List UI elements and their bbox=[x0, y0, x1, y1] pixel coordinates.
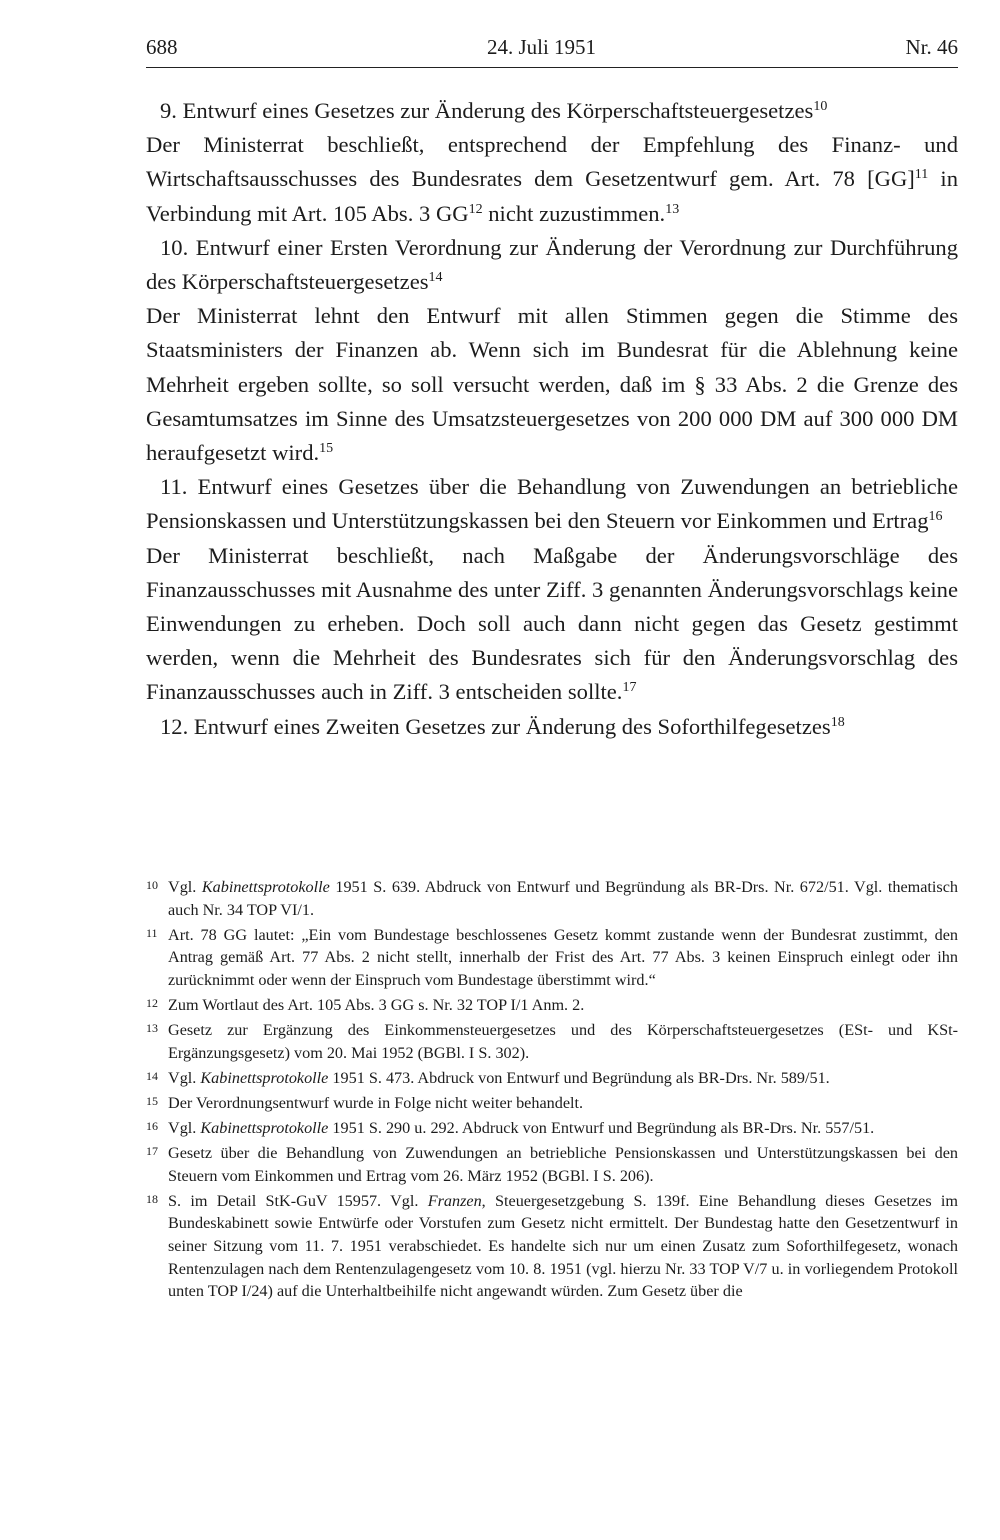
footnote-ref: 11 bbox=[914, 167, 929, 183]
footnote: 14 Vgl. Kabinettsprotokolle 1951 S. 473. Abdruck von Entwurf und Begründung als BR-Drs. Nr. 589/51. bbox=[146, 1067, 958, 1090]
footnote-number: 13 bbox=[146, 1021, 158, 1036]
footnote-ref: 13 bbox=[665, 201, 680, 217]
footnote-ref: 10 bbox=[813, 99, 828, 114]
footnote-number: 18 bbox=[146, 1191, 158, 1206]
footnote-number: 14 bbox=[146, 1068, 158, 1083]
footnote-ref: 16 bbox=[928, 509, 943, 525]
header-date: 24. Juli 1951 bbox=[486, 35, 597, 59]
running-header bbox=[146, 33, 958, 68]
footnote: 11 Art. 78 GG lautet: „Ein vom Bundestage beschlossenes Gesetz kommt zustande wenn der Bundesrat zustimmt, den Antrag gemäß Art. 77 Abs. 2 nicht stellt, innerhalb der Frist des Art. 77 Abs. 3 keinen Einspruch einlegt oder ihn zurücknimmt oder wenn der Einspruch vom Bundestage überstimmt wird.“ bbox=[146, 924, 958, 992]
footnote-number: 17 bbox=[146, 1143, 158, 1158]
page-number: 688 bbox=[146, 35, 178, 59]
footnote-number: 12 bbox=[146, 996, 158, 1011]
footnote: 17 Gesetz über die Behandlung von Zuwendungen an betriebliche Pensionskassen und Unterstützungskassen bei den Steuern vom Einkommen und Ertrag vom 26. März 1952 (BGBl. I S. 206). bbox=[146, 1142, 958, 1187]
footnote-ref: 15 bbox=[319, 441, 334, 457]
footnote-number: 10 bbox=[146, 878, 158, 892]
footnote-ref: 14 bbox=[428, 270, 443, 286]
footnote: 10 Vgl. Kabinettsprotokolle 1951 S. 639. Abdruck von Entwurf und Begründung als BR-Drs. Nr. 672/51. Vgl. thematisch auch Nr. 34 TOP VI/1. bbox=[146, 876, 958, 921]
footnote-number: 11 bbox=[146, 925, 158, 940]
footnote: 12 Zum Wortlaut des Art. 105 Abs. 3 GG s. Nr. 32 TOP I/1 Anm. 2. bbox=[146, 994, 958, 1017]
main-text bbox=[146, 94, 958, 744]
footnote-ref: 17 bbox=[622, 680, 637, 696]
agenda-item-9-heading: 9. Entwurf eines Gesetzes zur Änderung des Körperschaftsteuergesetzes$^{10}$ bbox=[160, 98, 828, 123]
agenda-item-10-heading: 10. Entwurf einer Ersten Verordnung zur Änderung der Verordnung zur Durchführung des Körperschaftsteuergesetzes$^{14}$ bbox=[146, 234, 958, 295]
footnote: 18 S. im Detail StK-GuV 15957. Vgl. Franzen, Steuergesetzgebung S. 139f. Eine Behandlung dieses Gesetzes im Bundeskabinett sowie Entwürfe oder Vorstufen zum Gesetz nicht ermittelt. Der Bundestag hatte den Gesetzentwurf in seiner Sitzung vom 11. 7. 1951 verabschiedet. Es handelte sich nur um einen Zusatz zum Soforthilfegesetz, wonach Rentenzulagen nach dem Rentenzulagengesetz vom 10. 8. 1951 (vgl. hierzu Nr. 33 TOP V/7 u. in vorliegendem Protokoll unten TOP I/24) auf die Unterhaltbeihilfe nicht angewandt würden. Zum Gesetz über die bbox=[146, 1190, 958, 1304]
agenda-item-10-text: Der Ministerrat lehnt den Entwurf mit allen Stimmen gegen die Stimme des Staatsministers der Finanzen ab. Wenn sich im Bundesrat für die Ablehnung keine Mehrheit ergeben sollte, so soll versucht werden, daß im § 33 Abs. 2 die Grenze des Gesamtumsatzes im Sinne des Umsatzsteuergesetzes von 200 000 DM auf 300 000 DM heraufgesetzt wird.$^{15}$ bbox=[146, 303, 958, 466]
footnote-number: 15 bbox=[146, 1093, 158, 1108]
footnote-ref: 18 bbox=[830, 714, 845, 730]
agenda-item-11-text: Der Ministerrat beschließt, nach Maßgabe der Änderungsvorschläge des Finanzausschusses mit Ausnahme des unter Ziff. 3 genannten Änderungsvorschlags keine Einwendungen zu erheben. Doch soll auch dann nicht gegen das Gesetz gestimmt werden, wenn die Mehrheit des Bundesrates sich für den Änderungsvorschlag des Finanzausschusses auch in Ziff. 3 entscheiden sollte.$^{17}$ bbox=[146, 542, 958, 705]
footnote: 15 Der Verordnungsentwurf wurde in Folge nicht weiter behandelt. bbox=[146, 1092, 958, 1115]
footnote: 13 Gesetz zur Ergänzung des Einkommensteuergesetzes und des Körperschaftsteuergesetzes (ESt- und KSt-Ergänzungsgesetz) vom 20. Mai 1952 (BGBl. I S. 302). bbox=[146, 1019, 958, 1064]
agenda-item-11-heading: 11. Entwurf eines Gesetzes über die Behandlung von Zuwendungen an betriebliche Pensionskassen und Unterstützungskassen bei den Steuern vor Einkommen und Ertrag$^{16}$ bbox=[146, 474, 958, 534]
agenda-item-12-heading: 12. Entwurf eines Zweiten Gesetzes zur Änderung des Soforthilfegesetzes$^{18}$ bbox=[160, 713, 845, 739]
footnotes bbox=[146, 876, 958, 1305]
footnote-number: 16 bbox=[146, 1118, 158, 1133]
agenda-item-9-text: Der Ministerrat beschließt, entsprechend der Empfehlung des Finanz- und Wirtschaftsausschusses des Bundesrates dem Gesetzentwurf gem. Art. 78 [GG]$^{11}$ in Verbindung mit Art. 105 Abs. 3 GG$^{12}$ nicht zuzustimmen.$^{13}$ bbox=[146, 132, 958, 226]
issue-number: Nr. 46 bbox=[905, 35, 958, 59]
footnote: 16 Vgl. Kabinettsprotokolle 1951 S. 290 u. 292. Abdruck von Entwurf und Begründung als BR-Drs. Nr. 557/51. bbox=[146, 1117, 958, 1140]
footnote-ref: 12 bbox=[468, 201, 483, 217]
